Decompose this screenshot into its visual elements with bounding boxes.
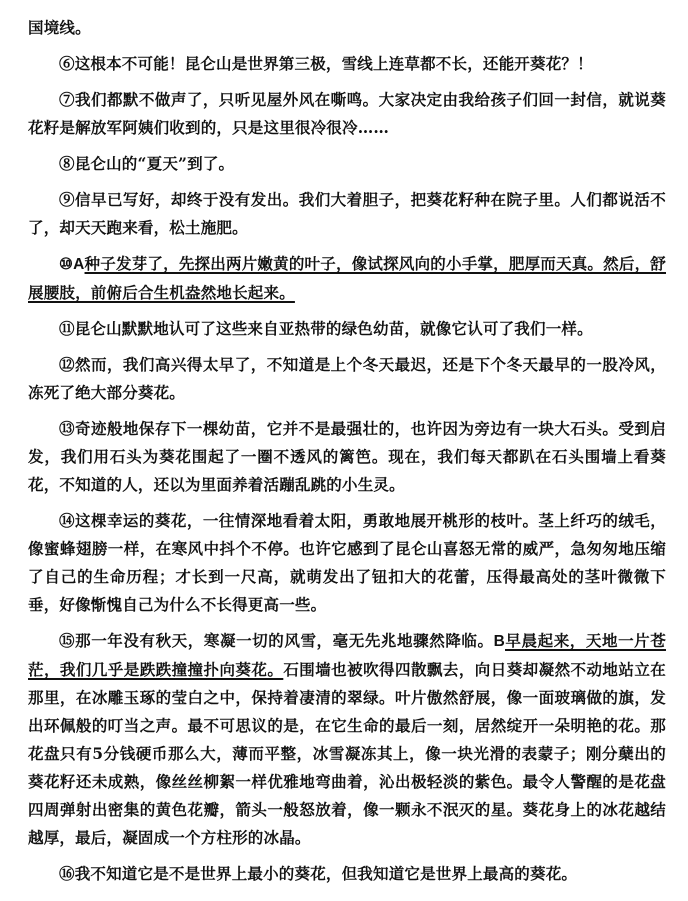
paragraph-9 (28, 186, 666, 242)
paragraph-text: 国境线。 (28, 18, 91, 37)
paragraph-text: ⑯我不知道它是不是世界上最小的葵花，但我知道它是世界上最高的葵花。 (59, 864, 578, 883)
paragraph-text: ⑧昆仑山的“夏天”到了。 (59, 154, 235, 173)
paragraph-text: ⑥这根本不可能！昆仑山是世界第三极，雪线上连草都不长，还能开葵花？！ (59, 54, 593, 73)
paragraph-text: ⑬奇迹般地保存下一棵幼苗，它并不是最强壮的，也许因为旁边有一块大石头。受到启发，我们用石头为葵花围起了一圈不透风的篱笆。现在，我们每天都趴在石头围墙上看葵花，不知道的人，还以为里面养着活蹦乱跳的小生灵。 (28, 419, 666, 494)
paragraph-8 (28, 150, 666, 178)
paragraph-text: ⑪昆仑山默默地认可了这些来自亚热带的绿色幼苗，就像它认可了我们一样。 (59, 319, 593, 338)
paragraph-text: ⑮那一年没有秋天，寒凝一切的风雪，毫无先兆地骤然降临。 (59, 631, 494, 650)
paragraph-10 (28, 250, 666, 307)
underlined-sentence-b: 早晨起来，天地一片苍茫，我们几乎是跌跌撞撞扑向葵花。 (28, 631, 666, 679)
paragraph-12 (28, 351, 666, 407)
underlined-sentence-a: 种子发芽了，先探出两片嫩黄的叶子，像试探风向的小手掌，肥厚而天真。然后，舒展腰肢，前俯后合生机盎然地长起来。 (28, 254, 666, 302)
paragraph-13 (28, 415, 666, 499)
paragraph-text: ⑫然而，我们高兴得太早了，不知道是上个冬天最迟，还是下个冬天最早的一股冷风，冻死了绝大部分葵花。 (28, 355, 666, 402)
paragraph-14 (28, 507, 666, 619)
paragraph-7 (28, 86, 666, 142)
sentence-marker-b: B (493, 633, 506, 650)
sentence-marker-a: A (73, 256, 85, 273)
paragraph-text: ⑭这棵幸运的葵花，一往情深地看着太阳，勇敢地展开桃形的枝叶。茎上纤巧的绒毛，像蜜蜂翅膀一样，在寒风中抖个不停。也许它感到了昆仑山喜怒无常的威严，急匆匆地压缩了自己的生命历程；才长到一尺高，就萌发出了钮扣大的花蕾，压得最高处的茎叶微微下垂，好像惭愧自己为什么不长得更高一些。 (28, 511, 666, 614)
paragraph-6 (28, 50, 666, 78)
paragraph-0-end (28, 14, 666, 42)
paragraph-text: ⑨信早已写好，却终于没有发出。我们大着胆子，把葵花籽种在院子里。人们都说活不了，却天天跑来看，松土施肥。 (28, 190, 666, 237)
paragraph-15 (28, 627, 666, 852)
paragraph-16 (28, 860, 666, 888)
paragraph-11 (28, 315, 666, 343)
paragraph-number: ⑩ (59, 254, 74, 273)
paragraph-text: ⑦我们都默不做声了，只听见屋外风在嘶鸣。大家决定由我给孩子们回一封信，就说葵花籽是解放军阿姨们收到的，只是这里很冷很冷…… (28, 90, 666, 137)
paragraph-text: 石围墙也被吹得四散飘去，向日葵却凝然不动地站立在那里，在冰雕玉琢的莹白之中，保持着凄清的翠绿。叶片傲然舒展，像一面玻璃做的旗，发出环佩般的叮当之声。最不可思议的是，在它生命的最后一刻，居然绽开一朵明艳的花。那花盘只有5分钱硬币那么大，薄而平整，冰雪凝冻其上，像一块光滑的表蒙子；刚分蘖出的葵花籽还未成熟，像丝丝柳絮一样优雅地弯曲着，沁出极轻淡的紫色。最令人警醒的是花盘四周弹射出密集的黄色花瓣，箭头一般怒放着，像一颗永不泯灭的星。葵花身上的冰花越结越厚，最后，凝固成一个方柱形的冰晶。 (28, 660, 667, 847)
